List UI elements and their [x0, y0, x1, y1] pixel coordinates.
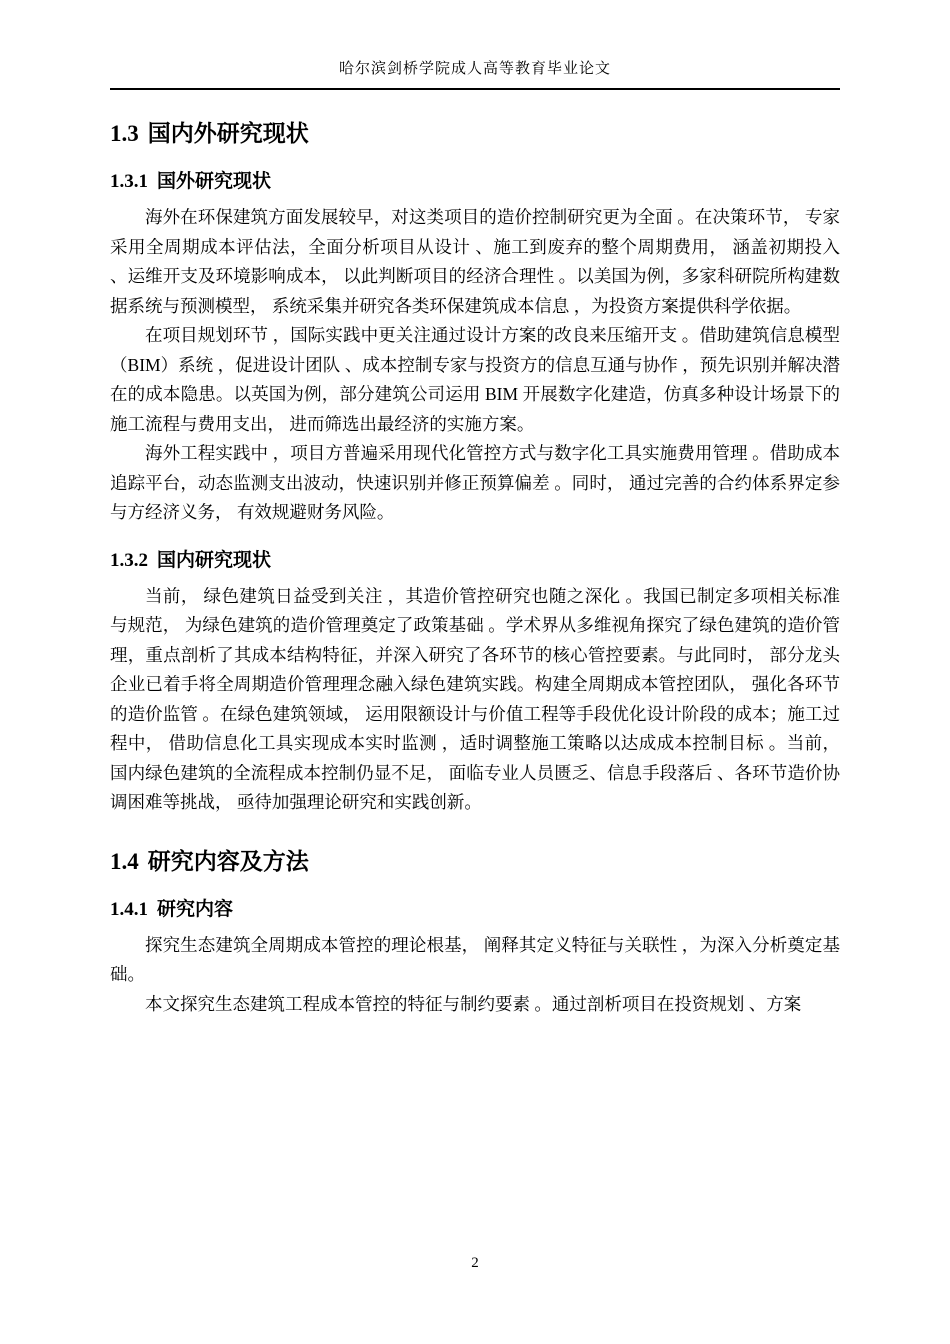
page-footer: [0, 1255, 950, 1272]
section-title: 国内外研究现状: [147, 120, 309, 146]
subsection-number: 1.3.1: [110, 171, 148, 192]
section-number: 1.3: [110, 121, 139, 146]
section-heading-1-4: [110, 846, 840, 877]
header-divider: [110, 88, 840, 90]
paragraph: 本文探究生态建筑工程成本管控的特征与制约要素 。通过剖析项目在投资规划 、方案: [145, 993, 802, 1014]
document-body: [110, 118, 840, 1019]
subsection-heading-1-3-2: [110, 548, 840, 574]
page-number: 2: [471, 1255, 479, 1271]
subsection-number: 1.4.1: [110, 898, 148, 920]
paragraph: 探究生态建筑全周期成本管控的理论根基， 阐释其定义特征与关联性 ，为深入分析奠定基础。: [110, 934, 840, 984]
subsection-heading-1-3-1: [110, 169, 840, 195]
subsection-title: 研究内容: [157, 898, 234, 920]
subsection-title: 国外研究现状: [157, 171, 272, 192]
subsection-title: 国内研究现状: [157, 549, 272, 571]
section-title: 研究内容及方法: [147, 847, 309, 874]
section-number: 1.4: [110, 848, 139, 874]
paragraph: 当前， 绿色建筑日益受到关注 ，其造价管控研究也随之深化 。我国已制定多项相关标准与规范， 为绿色建筑的造价管理奠定了政策基础 。学术界从多维视角探究了绿色建筑的造价管理，重点剖析了其成本结构特征，并深入研究了各环节的核心管控要素。与此同时， 部分龙头企业已着手将全周期造价管理理念融入绿色建筑实践。构建全周期成本管控团队， 强化各环节的造价监管 。在绿色建筑领域， 运用限额设计与价值工程等手段优化设计阶段的成本；施工过程中， 借助信息化工具实现成本实时监测 ，适时调整施工策略以达成成本控制目标 。当前， 国内绿色建筑的全流程成本控制仍显不足， 面临专业人员匮乏、信息手段落后 、各环节造价协调困难等挑战， 亟待加强理论研究和实践创新。: [110, 585, 840, 812]
page-header-title: 哈尔滨剑桥学院成人高等教育毕业论文: [338, 61, 611, 77]
paragraph: 海外在环保建筑方面发展较早，对这类项目的造价控制研究更为全面 。在决策环节， 专家采用全周期成本评估法，全面分析项目从设计 、施工到废弃的整个周期费用， 涵盖初期投入 、运维开支及环境影响成本， 以此判断项目的经济合理性 。以美国为例，多家科研院所构建数据系统与预测模型， 系统采集并研究各类环保建筑成本信息 ，为投资方案提供科学依据。: [110, 207, 840, 316]
subsection-heading-1-4-1: [110, 897, 840, 923]
paragraph: 海外工程实践中 ，项目方普遍采用现代化管控方式与数字化工具实施费用管理 。借助成本追踪平台，动态监测支出波动，快速识别并修正预算偏差 。同时， 通过完善的合约体系界定参与方经济义务， 有效规避财务风险。: [110, 443, 840, 522]
paragraph: 在项目规划环节 ，国际实践中更关注通过设计方案的改良来压缩开支 。借助建筑信息模型（BIM）系统 ，促进设计团队 、成本控制专家与投资方的信息互通与协作 ，预先识别并解决潜在的成本隐患。以英国为例，部分建筑公司运用 BIM 开展数字化建造，仿真多种设计场景下的施工流程与费用支出， 进而筛选出最经济的实施方案。: [110, 325, 840, 434]
subsection-number: 1.3.2: [110, 549, 148, 571]
section-heading-1-3: [110, 118, 840, 149]
page-header: [110, 58, 840, 90]
